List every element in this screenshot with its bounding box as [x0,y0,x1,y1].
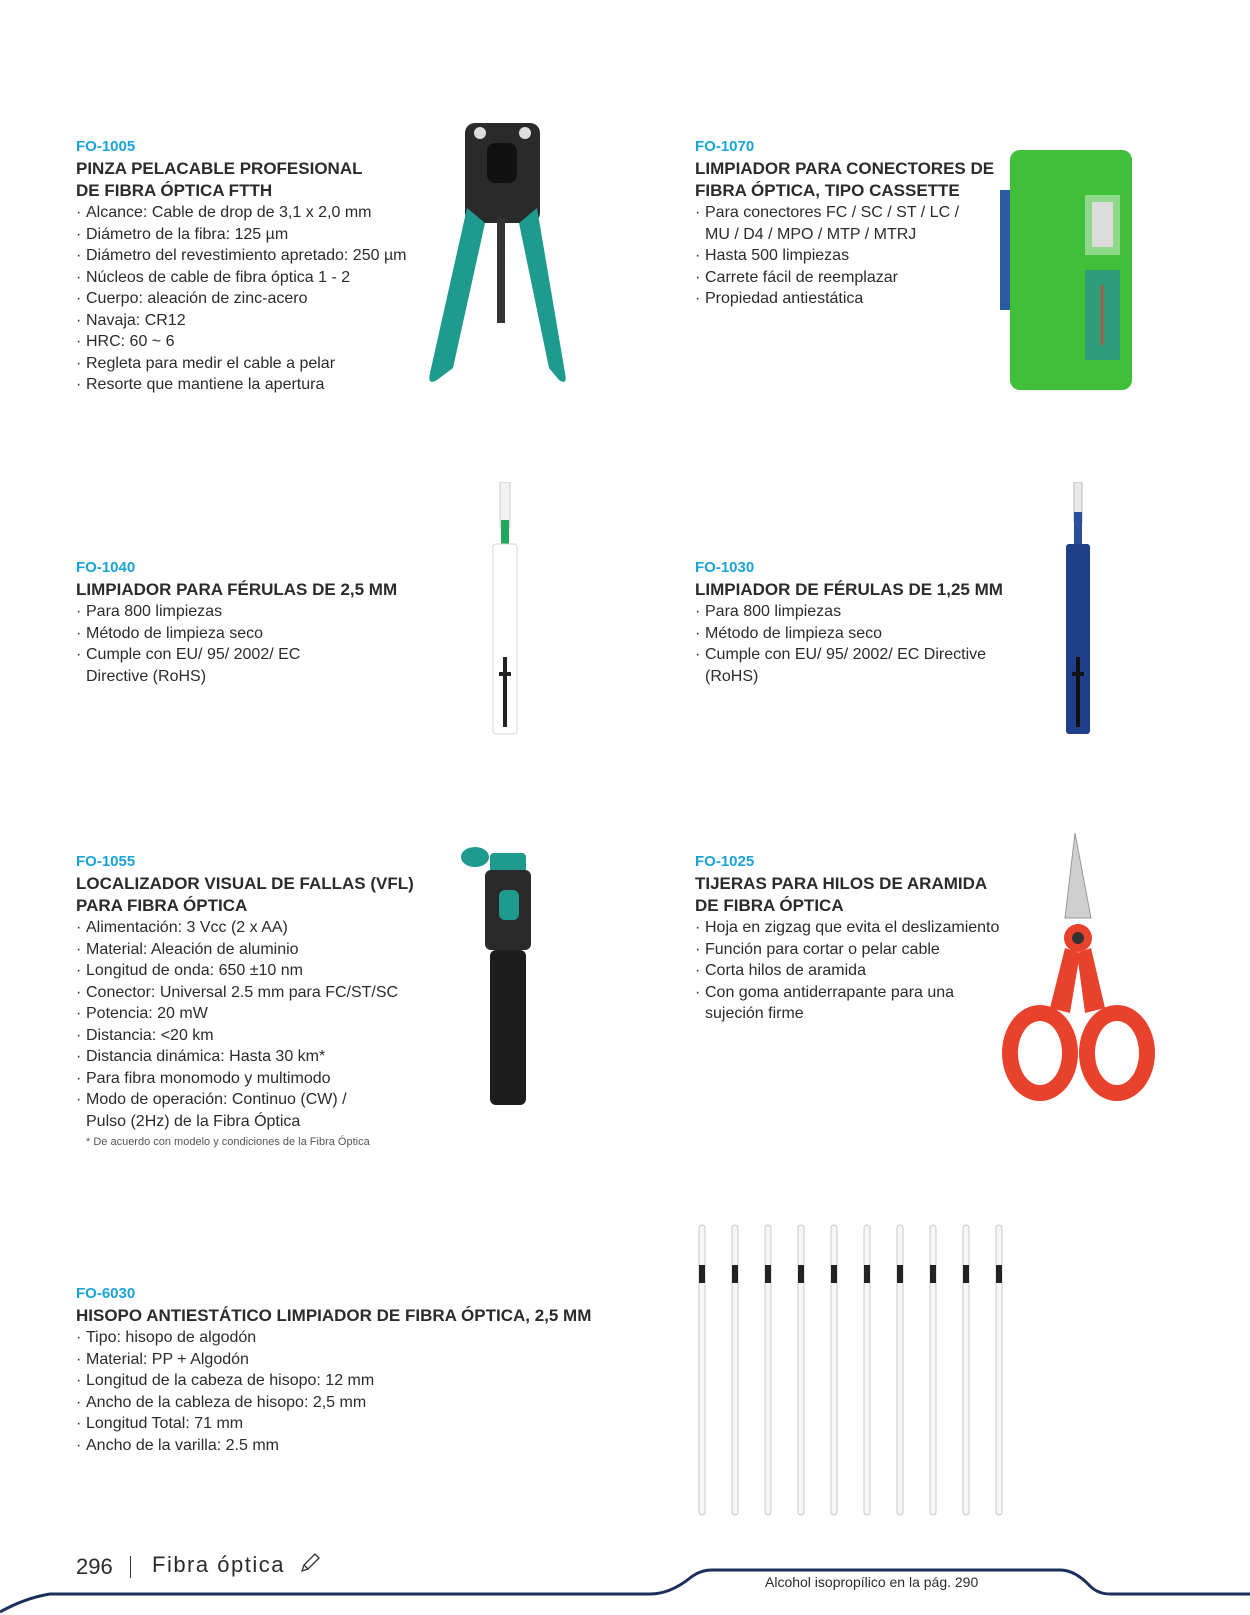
wire-stripper-image [425,118,585,393]
feature-item: · Núcleos de cable de fibra óptica 1 - 2 [76,267,456,289]
product-fo-1055 [76,853,456,1148]
feature-item: · Material: Aleación de aluminio [76,939,456,961]
feature-item: · Para conectores FC / SC / ST / LC / MU / D4 / MPO / MTP / MTRJ [695,202,1005,245]
feature-list [695,601,1035,687]
product-fo-6030 [76,1285,636,1456]
product-fo-1030 [695,559,1035,687]
product-code: FO-6030 [76,1285,136,1302]
product-title: LIMPIADOR PARA CONECTORES DE FIBRA ÓPTICA, TIPO CASSETTE [695,159,995,200]
product-title: LIMPIADOR DE FÉRULAS DE 1,25 MM [695,580,1003,599]
product-code: FO-1030 [695,559,755,576]
feature-item: · Para fibra monomodo y multimodo [76,1068,456,1090]
product-fo-1025 [695,853,1025,1025]
feature-item: · Hasta 500 limpiezas [695,245,1005,267]
feature-list [695,917,1025,1025]
product-code: FO-1055 [76,853,136,870]
feature-item: · HRC: 60 ~ 6 [76,331,456,353]
feature-item: · Hoja en zigzag que evita el deslizamiento [695,917,1025,939]
footer-note: Alcohol isopropílico en la pág. 290 [765,1574,979,1590]
feature-item: · Cumple con EU/ 95/ 2002/ EC Directive (RoHS) [695,644,1035,687]
scissors-image [995,828,1160,1108]
footer-divider [130,1556,131,1578]
section-title [152,1552,321,1578]
cassette-cleaner-image [1000,150,1135,390]
feature-item: · Distancia: <20 km [76,1025,456,1047]
product-title: LOCALIZADOR VISUAL DE FALLAS (VFL) PARA FIBRA ÓPTICA [76,874,414,915]
feature-item: · Diámetro del revestimiento apretado: 250 µm [76,245,456,267]
feature-list [695,202,1005,310]
feature-item: · Con goma antiderrapante para una sujeción firme [695,982,1025,1025]
product-title: LIMPIADOR PARA FÉRULAS DE 2,5 MM [76,580,398,599]
feature-item: · Navaja: CR12 [76,310,456,332]
vfl-pen-image [455,845,540,1115]
product-code: FO-1070 [695,138,755,155]
feature-list [76,917,456,1132]
feature-list [76,202,456,396]
feature-item: · Tipo: hisopo de algodón [76,1327,636,1349]
feature-item: · Potencia: 20 mW [76,1003,456,1025]
feature-list [76,1327,636,1456]
feature-item: · Resorte que mantiene la apertura [76,374,456,396]
feature-item: · Distancia dinámica: Hasta 30 km* [76,1046,456,1068]
product-code: FO-1005 [76,138,136,155]
feature-list [76,601,456,687]
feature-item: · Para 800 limpiezas [695,601,1035,623]
feature-item: · Alimentación: 3 Vcc (2 x AA) [76,917,456,939]
feature-item: · Longitud Total: 71 mm [76,1413,636,1435]
product-fo-1070 [695,138,1005,310]
ferrule-cleaner-image [490,482,520,737]
feature-item: · Longitud de la cabeza de hisopo: 12 mm [76,1370,636,1392]
feature-item: · Cumple con EU/ 95/ 2002/ EC Directive (RoHS) [76,644,456,687]
feature-item: · Ancho de la varilla: 2.5 mm [76,1435,636,1457]
product-fo-1005 [76,138,456,396]
section-label: Fibra óptica [152,1552,285,1577]
footnote: * De acuerdo con modelo y condiciones de la Fibra Óptica [86,1136,370,1148]
feature-item: · Modo de operación: Continuo (CW) / Pulso (2Hz) de la Fibra Óptica [76,1089,456,1132]
feature-item: · Material: PP + Algodón [76,1349,636,1371]
product-code: FO-1025 [695,853,755,870]
feature-item: · Longitud de onda: 650 ±10 nm [76,960,456,982]
feature-item: · Corta hilos de aramida [695,960,1025,982]
product-code: FO-1040 [76,559,136,576]
product-fo-1040 [76,559,456,687]
feature-item: · Diámetro de la fibra: 125 µm [76,224,456,246]
feature-item: · Carrete fácil de reemplazar [695,267,1005,289]
feature-item: · Regleta para medir el cable a pelar [76,353,456,375]
product-title: HISOPO ANTIESTÁTICO LIMPIADOR DE FIBRA ÓPTICA, 2,5 MM [76,1306,592,1325]
feature-item: · Cuerpo: aleación de zinc-acero [76,288,456,310]
feature-item: · Para 800 limpiezas [76,601,456,623]
page-number: 296 [76,1554,113,1579]
product-title: TIJERAS PARA HILOS DE ARAMIDA DE FIBRA ÓPTICA [695,874,988,915]
feature-item: · Propiedad antiestática [695,288,1005,310]
ferrule-cleaner-blue-image [1063,482,1093,737]
feature-item: · Método de limpieza seco [695,623,1035,645]
feature-item: · Conector: Universal 2.5 mm para FC/ST/SC [76,982,456,1004]
pencil-icon [299,1552,321,1574]
feature-item: · Método de limpieza seco [76,623,456,645]
product-title: PINZA PELACABLE PROFESIONAL DE FIBRA ÓPTICA FTTH [76,159,363,200]
feature-item: · Función para cortar o pelar cable [695,939,1025,961]
feature-item: · Alcance: Cable de drop de 3,1 x 2,0 mm [76,202,456,224]
feature-item: · Ancho de la cableza de hisopo: 2,5 mm [76,1392,636,1414]
swab-image [690,1220,1020,1520]
